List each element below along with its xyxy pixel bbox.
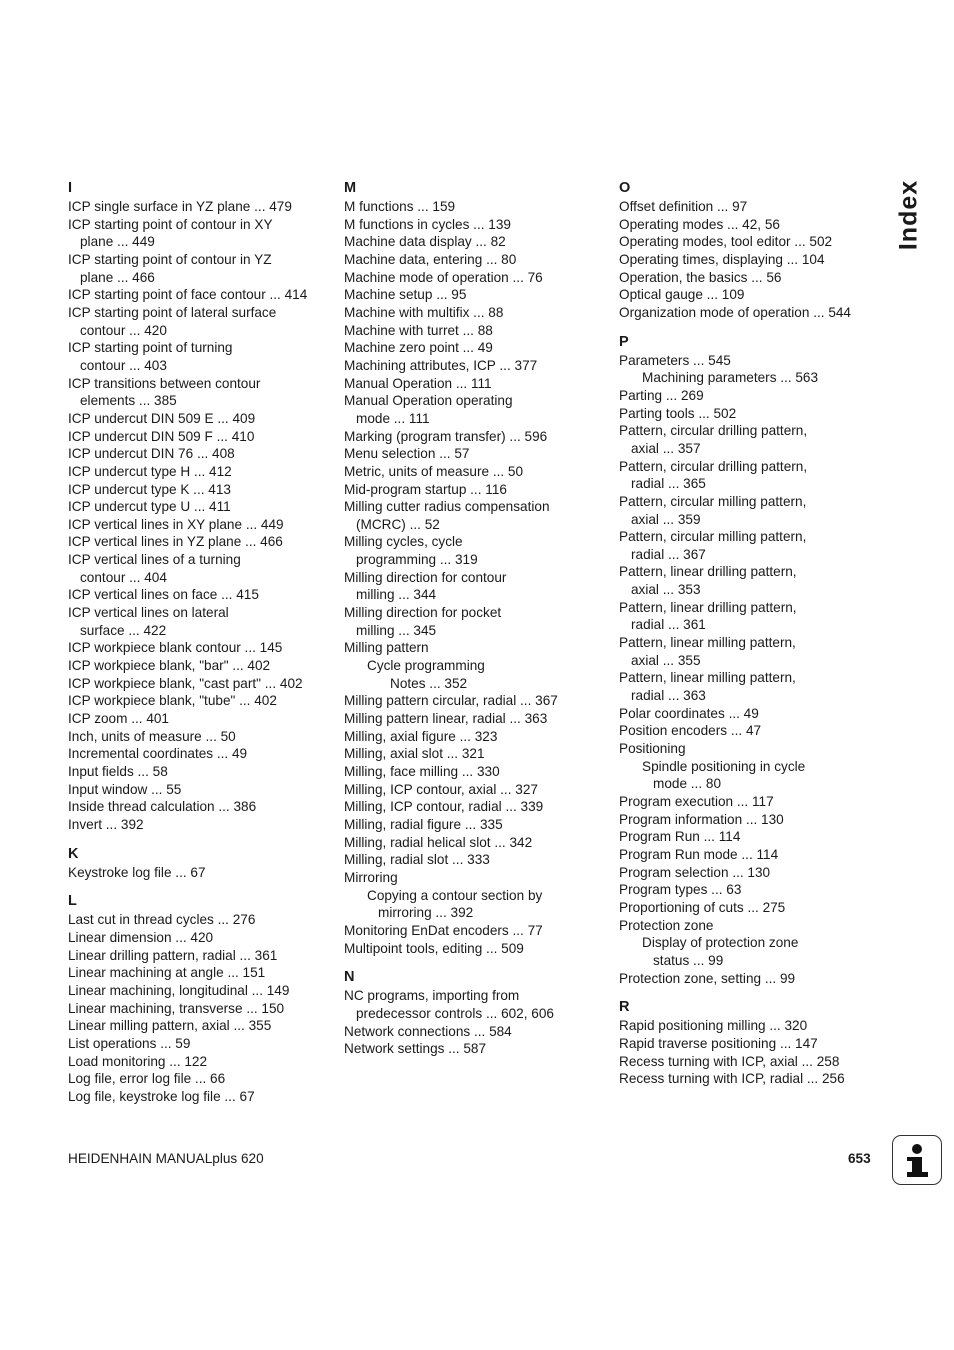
index-section-o — [619, 180, 881, 322]
index-entry: Pattern, circular drilling pattern, — [619, 423, 808, 439]
index-entry: Machine with turret ... 88 — [344, 322, 493, 338]
index-column-1 — [68, 180, 330, 1118]
index-entry: Manual Operation ... 111 — [344, 375, 492, 391]
index-entry: Inside thread calculation ... 386 — [68, 799, 257, 815]
index-entry: Inch, units of measure ... 50 — [68, 728, 236, 744]
index-entry: Program information ... 130 — [619, 811, 784, 827]
index-entry: Milling cutter radius compensation — [344, 499, 550, 515]
index-entry: ICP starting point of face contour ... 414 — [68, 287, 308, 303]
index-entry: Operating modes, tool editor ... 502 — [619, 234, 833, 250]
index-entry: Parting ... 269 — [619, 387, 704, 403]
index-entry: Mirroring — [344, 869, 398, 885]
index-entry: ICP vertical lines in XY plane ... 449 — [68, 516, 284, 532]
index-entry: Milling pattern circular, radial ... 367 — [344, 693, 558, 709]
index-entry: ICP vertical lines of a turning — [68, 552, 241, 568]
index-subentry: contour ... 403 — [80, 357, 167, 373]
index-entry: ICP workpiece blank, "cast part" ... 402 — [68, 675, 303, 691]
index-subentry: Display of protection zone — [642, 935, 799, 951]
index-subentry: radial ... 363 — [631, 688, 706, 704]
index-entry: Milling, ICP contour, radial ... 339 — [344, 799, 544, 815]
index-entry: Machine data, entering ... 80 — [344, 251, 517, 267]
index-subentry: axial ... 353 — [631, 582, 701, 598]
index-entry: Rapid traverse positioning ... 147 — [619, 1035, 818, 1051]
index-subentry: mirroring ... 392 — [378, 905, 474, 921]
index-subentry: predecessor controls ... 602, 606 — [356, 1005, 554, 1021]
section-letter: I — [68, 180, 73, 196]
index-subentry: (MCRC) ... 52 — [356, 516, 440, 532]
index-entry: Machine setup ... 95 — [344, 287, 467, 303]
index-subentry: Copying a contour section by — [367, 887, 543, 903]
index-entry: M functions in cycles ... 139 — [344, 216, 511, 232]
index-subentry: Notes ... 352 — [390, 675, 468, 691]
index-entry: ICP undercut DIN 76 ... 408 — [68, 446, 235, 462]
index-column-3 — [619, 180, 881, 1100]
index-section-m — [344, 180, 606, 957]
side-title — [893, 181, 925, 249]
index-entry: Operating modes ... 42, 56 — [619, 216, 780, 232]
index-subentry: Machining parameters ... 563 — [642, 370, 819, 386]
side-title-text: Index — [894, 179, 923, 251]
index-entry: Network connections ... 584 — [344, 1023, 512, 1039]
index-entry: Operating times, displaying ... 104 — [619, 251, 825, 267]
index-entry: Machine mode of operation ... 76 — [344, 269, 543, 285]
index-entry: Log file, keystroke log file ... 67 — [68, 1088, 255, 1104]
index-entry: Protection zone, setting ... 99 — [619, 970, 796, 986]
index-section-p — [619, 334, 881, 988]
index-entry: ICP workpiece blank, "bar" ... 402 — [68, 658, 271, 674]
index-entry: Menu selection ... 57 — [344, 446, 470, 462]
index-subentry: Spindle positioning in cycle — [642, 758, 806, 774]
index-entry: Protection zone — [619, 917, 714, 933]
index-subentry: radial ... 365 — [631, 476, 706, 492]
index-entry: Milling, ICP contour, axial ... 327 — [344, 781, 538, 797]
section-letter: N — [344, 969, 355, 986]
index-entry: Milling, radial figure ... 335 — [344, 816, 503, 832]
index-entry: Rapid positioning milling ... 320 — [619, 1018, 808, 1034]
index-entry: Proportioning of cuts ... 275 — [619, 899, 786, 915]
index-entry: Machine zero point ... 49 — [344, 340, 493, 356]
index-subentry: Cycle programming — [367, 658, 485, 674]
index-entry: Program selection ... 130 — [619, 864, 771, 880]
index-subentry: axial ... 359 — [631, 511, 701, 527]
index-entry: ICP vertical lines on lateral — [68, 605, 229, 621]
footer-product-name: HEIDENHAIN MANUALplus 620 — [68, 1151, 264, 1166]
index-entry: Operation, the basics ... 56 — [619, 269, 782, 285]
section-letter: M — [344, 180, 357, 196]
index-entry: Program types ... 63 — [619, 882, 742, 898]
section-letter: R — [619, 999, 630, 1016]
index-entry: Milling pattern linear, radial ... 363 — [344, 711, 548, 727]
index-entry: Last cut in thread cycles ... 276 — [68, 912, 256, 928]
index-entry: ICP vertical lines on face ... 415 — [68, 587, 259, 603]
index-entry: ICP vertical lines in YZ plane ... 466 — [68, 534, 283, 550]
index-entry: Recess turning with ICP, axial ... 258 — [619, 1053, 840, 1069]
index-entry: Program Run ... 114 — [619, 829, 741, 845]
index-subentry: milling ... 344 — [356, 587, 437, 603]
section-letter: L — [68, 893, 77, 910]
index-entry: Program Run mode ... 114 — [619, 846, 779, 862]
index-entry: Program execution ... 117 — [619, 794, 774, 809]
index-entry: NC programs, importing from — [344, 988, 520, 1004]
index-section-i — [68, 180, 330, 834]
index-entry: Linear machining, longitudinal ... 149 — [68, 982, 290, 998]
index-entry: Optical gauge ... 109 — [619, 287, 745, 303]
section-letter: K — [68, 845, 79, 862]
index-entry: Log file, error log file ... 66 — [68, 1071, 226, 1087]
index-column-2 — [344, 180, 606, 1070]
index-subentry: radial ... 367 — [631, 546, 706, 562]
index-entry: ICP zoom ... 401 — [68, 711, 169, 727]
index-entry: Input fields ... 58 — [68, 764, 168, 779]
index-entry: Keystroke log file ... 67 — [68, 864, 206, 880]
index-entry: Mid-program startup ... 116 — [344, 481, 507, 497]
index-entry: Recess turning with ICP, radial ... 256 — [619, 1071, 845, 1087]
index-entry: ICP undercut type K ... 413 — [68, 481, 231, 497]
index-entry: Positioning — [619, 741, 686, 757]
index-entry: Milling, axial slot ... 321 — [344, 746, 485, 762]
index-entry: ICP starting point of contour in XY — [68, 216, 273, 232]
index-entry: M functions ... 159 — [344, 199, 456, 214]
index-entry: ICP undercut type U ... 411 — [68, 499, 231, 515]
index-entry: Milling, axial figure ... 323 — [344, 728, 498, 744]
index-subentry: contour ... 420 — [80, 322, 167, 338]
index-entry: Network settings ... 587 — [344, 1041, 487, 1057]
index-entry: Pattern, linear drilling pattern, — [619, 564, 797, 580]
index-subentry: plane ... 449 — [80, 234, 155, 250]
index-entry: Milling direction for pocket — [344, 605, 502, 621]
index-entry: ICP undercut type H ... 412 — [68, 463, 232, 479]
index-entry: Polar coordinates ... 49 — [619, 705, 759, 721]
index-entry: Position encoders ... 47 — [619, 723, 762, 739]
index-entry: ICP workpiece blank contour ... 145 — [68, 640, 283, 656]
index-entry: Milling pattern — [344, 640, 429, 656]
info-icon — [892, 1135, 942, 1185]
index-entry: Marking (program transfer) ... 596 — [344, 428, 548, 444]
index-subentry: axial ... 357 — [631, 440, 701, 456]
index-entry: ICP undercut DIN 509 F ... 410 — [68, 428, 255, 444]
index-entry: Milling, radial helical slot ... 342 — [344, 834, 533, 850]
index-entry: Linear drilling pattern, radial ... 361 — [68, 947, 278, 963]
index-entry: ICP transitions between contour — [68, 375, 261, 391]
page-number: 653 — [848, 1151, 871, 1166]
index-entry: Machine data display ... 82 — [344, 234, 506, 250]
index-entry: Pattern, linear milling pattern, — [619, 670, 796, 686]
index-entry: ICP workpiece blank, "tube" ... 402 — [68, 693, 277, 709]
index-entry: Linear machining, transverse ... 150 — [68, 1000, 285, 1016]
index-entry: List operations ... 59 — [68, 1035, 191, 1051]
index-entry: Manual Operation operating — [344, 393, 513, 409]
index-section-k — [68, 846, 330, 882]
index-entry: ICP starting point of lateral surface — [68, 304, 277, 320]
section-letter: O — [619, 180, 631, 196]
index-subentry: programming ... 319 — [356, 552, 478, 568]
index-subentry: radial ... 361 — [631, 617, 706, 633]
index-entry: Pattern, linear milling pattern, — [619, 635, 796, 651]
index-entry: Linear machining at angle ... 151 — [68, 965, 266, 981]
index-section-n — [344, 969, 606, 1058]
index-subentry: mode ... 80 — [653, 776, 722, 792]
section-letter: P — [619, 333, 629, 350]
index-entry: Milling cycles, cycle — [344, 534, 463, 550]
index-subentry: surface ... 422 — [80, 622, 167, 638]
index-subentry: status ... 99 — [653, 952, 724, 968]
index-entry: Milling, face milling ... 330 — [344, 764, 500, 779]
index-subentry: mode ... 111 — [356, 410, 430, 426]
index-entry: Linear milling pattern, axial ... 355 — [68, 1018, 272, 1034]
index-entry: ICP single surface in YZ plane ... 479 — [68, 199, 292, 214]
index-entry: Invert ... 392 — [68, 816, 144, 832]
index-entry: Parting tools ... 502 — [619, 405, 737, 421]
index-entry: Organization mode of operation ... 544 — [619, 304, 851, 320]
index-entry: Machining attributes, ICP ... 377 — [344, 357, 538, 373]
index-subentry: plane ... 466 — [80, 269, 155, 285]
index-entry: ICP starting point of turning — [68, 340, 233, 356]
index-entry: ICP starting point of contour in YZ — [68, 251, 272, 267]
index-entry: Machine with multifix ... 88 — [344, 304, 504, 320]
index-entry: Metric, units of measure ... 50 — [344, 463, 524, 479]
index-entry: Parameters ... 545 — [619, 352, 731, 368]
index-entry: Load monitoring ... 122 — [68, 1053, 208, 1069]
index-subentry: axial ... 355 — [631, 652, 701, 668]
index-section-l — [68, 893, 330, 1105]
index-entry: Input window ... 55 — [68, 781, 182, 797]
index-entry: Milling, radial slot ... 333 — [344, 852, 490, 868]
index-entry: Offset definition ... 97 — [619, 199, 748, 214]
index-entry: Pattern, linear drilling pattern, — [619, 599, 797, 615]
index-entry: Linear dimension ... 420 — [68, 929, 214, 945]
index-entry: Pattern, circular milling pattern, — [619, 493, 807, 509]
index-entry: Multipoint tools, editing ... 509 — [344, 940, 524, 956]
index-section-r — [619, 999, 881, 1088]
index-subentry: contour ... 404 — [80, 569, 167, 585]
index-subentry: milling ... 345 — [356, 622, 437, 638]
index-entry: Monitoring EnDat encoders ... 77 — [344, 922, 543, 938]
index-entry: Incremental coordinates ... 49 — [68, 746, 248, 762]
index-entry: Milling direction for contour — [344, 569, 507, 585]
index-subentry: elements ... 385 — [80, 393, 177, 409]
index-entry: Pattern, circular milling pattern, — [619, 529, 807, 545]
index-entry: Pattern, circular drilling pattern, — [619, 458, 808, 474]
index-entry: ICP undercut DIN 509 E ... 409 — [68, 410, 256, 426]
